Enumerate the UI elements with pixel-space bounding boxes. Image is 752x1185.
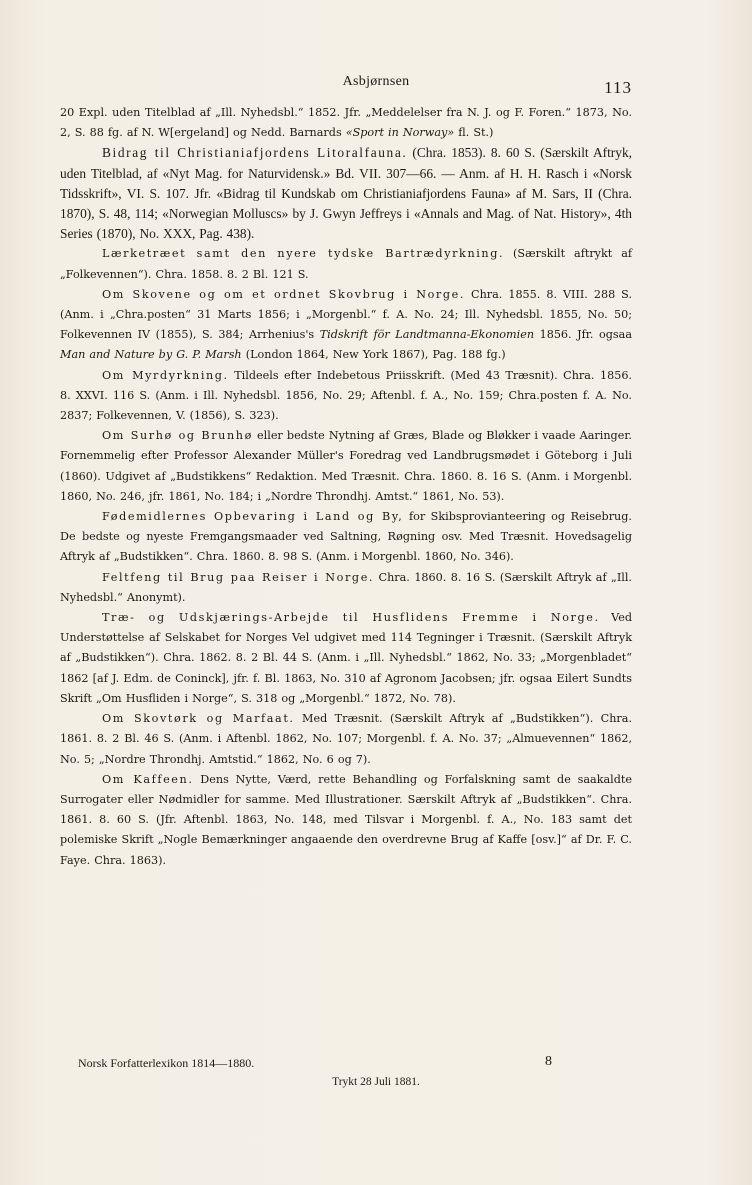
entry-title: Træ- og Udskjærings-Arbejde til Husflidens Fremme i Norge. [102,611,600,625]
entry-title: Lærketræet samt den nyere tydske Bartrædyrkning. [102,247,505,261]
bibliography-entry [60,244,632,284]
page-footer [60,1054,632,1074]
entry-text: Dens Nytte, Værd, rette Behandling og Forfalskning samt de saakaldte Surrogater eller Nødmidler for samme. Med Illustrationer. Særskilt Aftryk af „Budstikken“. Chra. 1861. 8. 60 S. (Jfr. Aftenbl. 1863, No. 148, med Tilsvar i Morgenbl. f. A., No. 183 samt det polemiske Skrift „Nogle Bemærkninger angaaende den overdrevne Brug af Kaffe [osv.]“ af Dr. F. C. Faye. Chra. 1863). [60,772,632,867]
bibliography-entry [60,143,632,244]
entry-text: Tildeels efter Indebetous Priisskrift. (Med 43 Træsnit). Chra. 1856. 8. XXVI. 116 S. (Anm. i Ill. Nyhedsbl. 1856, No. 29; Aftenbl. f. A., No. 159; Chra.posten f. A. No. 2837; Folkevennen, V. (1856), S. 323). [60,368,632,423]
entry-title: Om Skovene og om et ordnet Skovbrug i Norge. [102,287,466,301]
bibliography-entry [60,103,632,143]
bibliography-entry [60,770,632,871]
entry-text: fl. St.) [454,126,494,140]
entry-text: eller bedste Nytning af Græs, Blade og Bløkker i vaade Aaringer. Fornemmelig efter Professor Alexander Müller's Foredrag ved Landbrugsmødet i Göteborg i Juli (1860). Udgivet af „Budstikkens“ Redaktion. Med Træsnit. Chra. 1860. 8. 16 S. (Anm. i Morgenbl. 1860, No. 246, jfr. 1861, No. 184; i „Nordre Throndhj. Amtst.“ 1861, No. 53). [60,429,632,503]
entry-title: Om Skovtørk og Marfaat. [102,712,295,726]
italic-reference: Man and Nature by G. P. Marsh [60,348,242,362]
bibliography-entry [60,568,632,608]
bibliography-entry [60,285,632,366]
entry-text: for Skibsprovianteering og Reisebrug. De bedste og nyeste Fremgangsmaader ved Saltning, Røgning osv. Med Træsnit. Hovedsagelig Aftryk af „Budstikken“. Chra. 1860. 8. 98 S. (Anm. i Morgenbl. 1860, No. 346). [60,510,632,564]
entry-text: (Chra. 1853). 8. 60 S. (Særskilt Aftryk, uden Titelblad, af «Nyt Mag. for Naturvidensk.» Bd. VII. 307—66. — Anm. af H. H. Rasch i «Norsk Tidsskrift», VI. S. 107. Jfr. «Bidrag til Kundskab om Christianiafjordens Fauna» af M. Sars, II (Chra. 1870), S. 48, 114; «Norwegian Molluscs» by J. Gwyn Jeffreys i «Annals and Mag. of Nat. History», 4th Series (1870), No. XXX, Pag. 438). [60,145,632,242]
bibliography-entry [60,366,632,427]
entry-text: (London 1864, New York 1867), Pag. 188 fg.) [241,348,506,362]
entry-text: Ved Understøttelse af Selskabet for Norges Vel udgivet med 114 Tegninger i Træsnit. (Særskilt Aftryk af „Budstikken“). Chra. 1862. 8. 2 Bl. 44 S. (Anm. i „Ill. Nyhedsbl.“ 1862, No. 33; „Morgenbladet“ 1862 [af J. Edm. de Coninck], jfr. f. Bl. 1863, No. 310 af Agronom Jacobsen; jfr. ogsaa Eilert Sundts Skrift „Om Husfliden i Norge“, S. 318 og „Morgenbl.“ 1872, No. 78). [60,611,632,705]
bibliography-body [60,103,632,871]
entry-text: (Særskilt aftrykt af „Folkevennen“). Chra. 1858. 8. 2 Bl. 121 S. [60,247,632,281]
page-number: 113 [604,78,632,97]
bibliography-entry [60,608,632,709]
running-header [0,70,752,96]
print-date: Trykt 28 Juli 1881. [332,1076,420,1088]
running-title: Asbjørnsen [342,74,410,89]
entry-title: Feltfeng til Brug paa Reiser i Norge. [102,570,375,584]
entry-title: Fødemidlernes Opbevaring i Land og By, [102,510,404,524]
entry-title: Om Kaffeen. [102,772,194,786]
series-title: Norsk Forfatterlexikon 1814—1880. [78,1056,255,1070]
bibliography-entry [60,507,632,568]
entry-title: Bidrag til Christianiafjordens Litoralfauna. [102,145,408,161]
italic-reference: «Sport in Norway» [345,126,455,140]
entry-text: Chra. 1855. 8. VIII. 288 S. (Anm. i „Chra.posten“ 31 Marts 1856; i „Morgenbl.“ f. A. No. 24; Ill. Nyhedsbl. 1855, No. 50; Folkevennen IV (1855), S. 384; Arrhenius's [60,287,632,342]
entry-text: 20 Expl. uden Titelblad af „Ill. Nyhedsbl.“ 1852. Jfr. „Meddelelser fra N. J. og F. Foren.“ 1873, No. 2, S. 88 fg. af N. W[ergeland] og Nedd. Barnards [60,106,632,140]
entry-title: Om Surhø og Brunhø [102,429,253,443]
signature-mark: 8 [545,1054,552,1069]
bibliography-entry [60,709,632,770]
bibliography-entry [60,426,632,507]
entry-text: Chra. 1860. 8. 16 S. (Særskilt Aftryk af „Ill. Nyhedsbl.“ Anonymt). [60,570,632,604]
entry-text: 1856. Jfr. ogsaa [534,328,632,342]
entry-text: Med Træsnit. (Særskilt Aftryk af „Budstikken“). Chra. 1861. 8. 2 Bl. 46 S. (Anm. i Aftenbl. 1862, No. 107; Morgenbl. f. A. No. 37; „Almuevennen“ 1862, No. 5; „Nordre Throndhj. Amtstid.“ 1862, No. 6 og 7). [60,712,632,766]
entry-title: Om Myrdyrkning. [102,368,229,382]
italic-reference: Tidskrift för Landtmanna-Ekonomien [319,328,535,342]
